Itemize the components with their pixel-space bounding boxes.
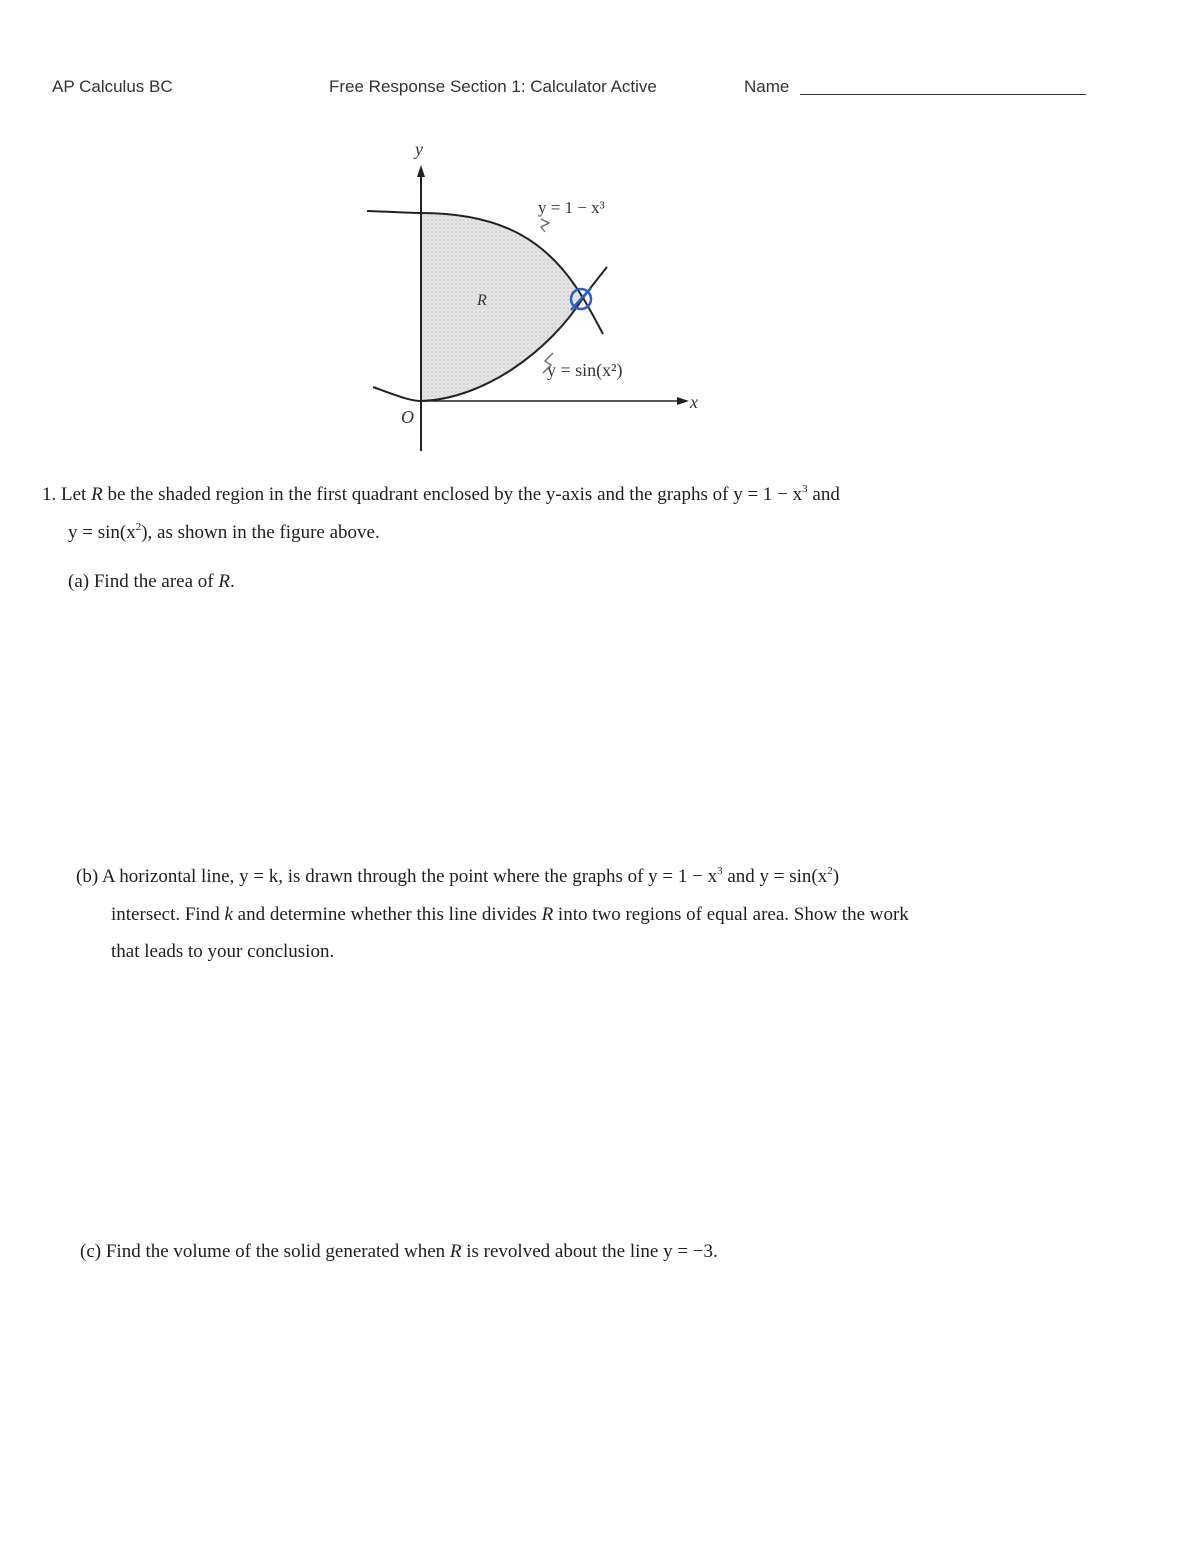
section-title: Free Response Section 1: Calculator Active	[329, 77, 657, 96]
question-number: 1.	[42, 484, 57, 505]
name-label: Name	[744, 77, 790, 96]
course-title: AP Calculus BC	[52, 77, 173, 96]
question-text: Let	[61, 484, 87, 505]
part-b-text: and	[727, 866, 755, 887]
part-c-label: (c)	[80, 1241, 102, 1262]
region-figure	[355, 135, 715, 455]
part-b-text: A horizontal line,	[101, 866, 235, 887]
equation-horizontal-line: y = k,	[239, 866, 284, 887]
equation-text: y = sin(x	[68, 522, 136, 543]
equation-exponent: 2	[827, 865, 833, 877]
question-text: as shown in the figure above.	[157, 522, 380, 543]
part-b-text: is drawn through the point where the graphs of	[287, 866, 644, 887]
part-a-text: Find the area of	[93, 571, 214, 592]
equation-text: )	[832, 866, 840, 887]
equation-text: y = sin(x	[759, 866, 828, 887]
region-r-label: R	[477, 292, 487, 309]
question-1-line-1	[42, 484, 840, 506]
k-variable: k	[224, 904, 233, 925]
part-a-label: (a)	[68, 571, 90, 592]
question-1-line-2	[68, 522, 380, 544]
region-variable: R	[541, 904, 554, 925]
region-variable: R	[449, 1241, 462, 1262]
curve-label-sine: y = sin(x²)	[547, 360, 623, 380]
equation-exponent: 3	[802, 483, 808, 495]
part-c-text: is revolved about the line	[466, 1241, 659, 1262]
equation-cubic	[733, 484, 807, 505]
x-axis-label: x	[690, 392, 698, 412]
part-b-line-3: that leads to your conclusion.	[111, 941, 335, 962]
part-b-line-1	[76, 866, 839, 888]
part-b-label: (b)	[76, 866, 99, 887]
y-axis-arrow	[417, 165, 425, 177]
equation-sine	[68, 522, 152, 543]
part-c	[80, 1241, 718, 1263]
equation-exponent: 2	[135, 521, 142, 533]
equation-exponent: 3	[717, 865, 723, 877]
y-axis-label: y	[415, 139, 423, 159]
equation-text: y = 1 − x	[648, 866, 718, 887]
part-a-text: .	[229, 571, 235, 592]
pencil-mark-upper	[541, 219, 549, 232]
region-variable: R	[91, 484, 103, 505]
equation-text: y = 1 − x	[733, 484, 803, 505]
origin-label: O	[401, 407, 414, 427]
part-c-text: Find the volume of the solid generated when	[105, 1241, 446, 1262]
equation-sine	[760, 866, 840, 887]
part-b-text: intersect. Find	[111, 904, 220, 925]
question-text: and	[812, 484, 840, 505]
equation-text: ),	[141, 522, 153, 543]
part-b-text: into two regions of equal area. Show the work	[557, 904, 909, 925]
part-a	[68, 571, 235, 593]
curve-label-cubic: y = 1 − x³	[538, 198, 605, 217]
question-text: be the shaded region in the first quadrant enclosed by the y-axis and the graphs of	[107, 484, 729, 505]
region-variable: R	[218, 571, 230, 592]
name-blank-line[interactable]	[800, 94, 1086, 95]
equation-cubic	[648, 866, 722, 887]
part-b-text: and determine whether this line divides	[237, 904, 537, 925]
part-b-line-2	[111, 904, 909, 926]
x-axis-arrow	[677, 397, 689, 405]
equation-axis-of-revolution: y = −3.	[663, 1241, 718, 1262]
